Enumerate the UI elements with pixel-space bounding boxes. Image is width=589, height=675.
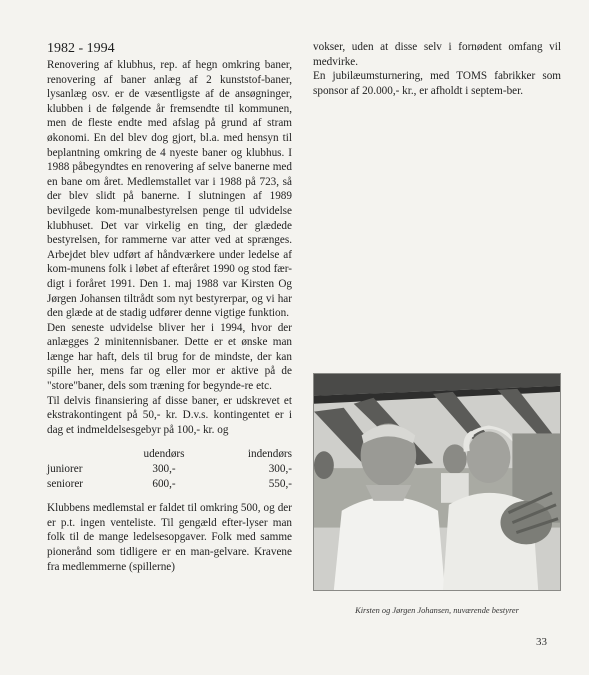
fee-table-header-row: [47, 447, 292, 462]
photo-caption: Kirsten og Jørgen Johansen, nuværende bestyrer: [355, 606, 519, 615]
fee-table-header: [47, 447, 121, 462]
right-column: [313, 40, 561, 98]
paragraph-financing: Til delvis finansiering af disse baner, er udskrevet et ekstrakontingent på 50,- kr. D.v.s. kontingentet er i dag et indmeldelsesgebyr på 100,- kr. og: [47, 394, 292, 436]
fee-table-cell: 300,-: [152, 463, 176, 476]
paragraph-membership: Klubbens medlemstal er faldet til omkring 500, og der er p.t. ingen venteliste. Til gengæld efter-lyser man folk til de mange ledelsesopgaver. Folk med samme pionerånd som tidligere er en man-gelvare. Kravene fra medlemmerne (spillerne): [47, 502, 292, 573]
photo-couple: [313, 373, 561, 591]
fee-table-cell: 600,-: [152, 477, 176, 490]
fee-table-header: udendørs: [143, 448, 185, 461]
fee-table-row: [47, 462, 292, 477]
fee-table-header: indendørs: [247, 448, 292, 461]
photo-illustration: [314, 374, 560, 590]
paragraph-renovation: Renovering af klubhus, rep. af hegn omkring baner, renovering af baner anlæg af 2 kunststof-baner, lysanlæg osv. er de væsentligste af de ansøgninger, klubben i de følgende år fremsendte til kommunen, men de fleste endte med afslag på grund af stram økonomi. En del blev dog gjort, bl.a. med hensyn til beplantning omkring de 4 nyeste baner og klubhus. I 1988 påbegyndtes en renovering af selve banerne med en bane om året. Medlemstallet var i 1988 på 723, så der blev slidt på banerne. I slutningen af 1989 bevilgede kom-munalbestyrelsen penge til udvidelse klubhuset. Det var virkelig en ting, der glædede bestyrelsen, for rammerne var atter ved at sprænges. Arbejdet blev udført af håndværkere under ledelse af kom-munens folk i løbet af efteråret 1990 og stod fær-digt i foråret 1991. Den 1. maj 1988 var Kirsten Og Jørgen Johansen tiltrådt som nyt bestyrerpar, og vi har den glæde at de stadig udfører denne vigtige funktion.: [47, 59, 292, 320]
page-number: 33: [536, 636, 547, 648]
paragraph-jubilee: En jubilæumsturnering, med TOMS fabrikker som sponsor af 20.000,- kr., er afholdt i septem-ber.: [313, 70, 561, 97]
section-heading: 1982 - 1994: [47, 41, 115, 56]
fee-table-cell: juniorer: [47, 463, 83, 476]
paragraph-continuation: vokser, uden at disse selv i fornødent omfang vil medvirke.: [313, 41, 561, 68]
fee-table-cell: 550,-: [268, 477, 292, 490]
fee-table-cell: 300,-: [268, 463, 292, 476]
paragraph-minitennis: Den seneste udvidelse bliver her i 1994, hvor der anlægges 2 minitennisbaner. Dette er et ønske man længe har haft, dels til brug for de mindste, der kan spille her, mens far og eller mor er aktive på de "store"baner, dels som træning for begynde-re etc.: [47, 321, 292, 393]
fee-table-row: [47, 477, 292, 492]
left-column: [47, 40, 292, 574]
fee-table-cell: seniorer: [47, 477, 84, 490]
fee-table: [47, 447, 292, 491]
